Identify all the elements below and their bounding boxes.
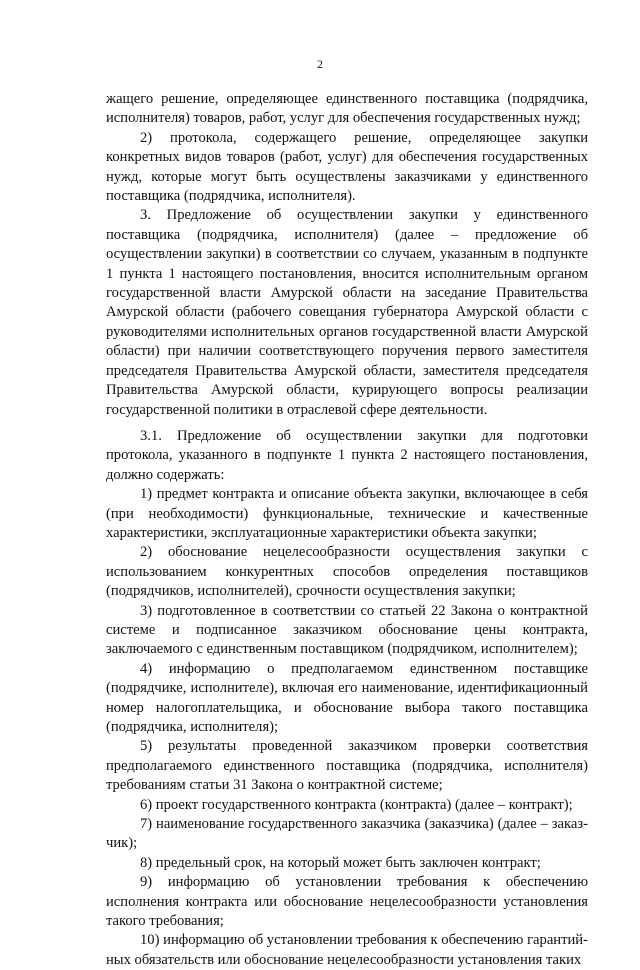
paragraph-item-2: 2) обоснование нецелесообразности осуществления закупки с использованием конкурентных способов определения поставщиков (подрядчиков, исполнителей), срочности осуществления закупки; — [106, 544, 588, 600]
paragraph-item-7: 7) наименование государственного заказчика (заказчика) (далее – заказчик); — [106, 816, 588, 852]
paragraph-item-6: 6) проект государственного контракта (контракта) (далее – контракт); — [140, 796, 573, 813]
paragraph-item-10: 10) информацию об установлении требования к обеспечению гарантийных обязательств или обоснование нецелесообразности установления таких — [106, 932, 588, 968]
document-body — [106, 90, 588, 970]
paragraph-item-1: 1) предмет контракта и описание объекта закупки, включающее в себя (при необходимости) функциональные, технические и качественные характеристики, эксплуатационные характеристики объекта закупки; — [106, 486, 588, 541]
page-number: 2 — [317, 57, 323, 71]
paragraph-item-8: 8) предельный срок, на который может быть заключен контракт; — [140, 854, 541, 871]
paragraph-item-5: 5) результаты проведенной заказчиком проверки соответствия предполагаемого единственного поставщика (подрядчика, исполнителя) требованиям статьи 31 Закона о контрактной системе; — [106, 738, 588, 794]
paragraph-section-3-1: 3.1. Предложение об осуществлении закупки для подготовки протокола, указанного в подпункте 1 пункта 2 настоящего постановления, должно содержать: — [106, 427, 588, 483]
paragraph-item-2-protocol: 2) протокола, содержащего решение, определяющее закупки конкретных видов товаров (работ, услуг) для обеспечения государственных нужд, которые могут быть осуществлены заказчиками у единственного поставщика (подрядчика, исполнителя). — [106, 129, 588, 205]
paragraph-item-9: 9) информацию об установлении требования к обеспечению исполнения контракта или обоснование нецелесообразности установления такого требования; — [106, 874, 588, 930]
paragraph-section-3: 3. Предложение об осуществлении закупки у единственного поставщика (подрядчика, исполнителя) (далее – предложение об осуществлении закупки) в соответствии со случаем, указанным в подпункте 1 пункта 1 настоящего постановления, вносится исполнительным органом государственной власти Амурской области на заседание Правительства Амурской области (рабочего совещания губернатора Амурской области с руководителями исполнительных органов государственной власти Амурской области) при наличии соответствующего поручения первого заместителя председателя Правительства Амурской области, заместителя председателя Правительства Амурской области, курирующего вопросы реализации государственной политики в отраслевой сфере деятельности. — [106, 207, 588, 418]
paragraph-item-3: 3) подготовленное в соответствии со статьей 22 Закона о контрактной системе и подписанное заказчиком обоснование цены контракта, заключаемого с единственным поставщиком (подрядчиком, исполнителем); — [106, 602, 588, 658]
paragraph-item-4: 4) информацию о предполагаемом единственном поставщике (подрядчике, исполнителе), включая его наименование, идентификационный номер налогоплательщика, и обоснование выбора такого поставщика (подрядчика, исполнителя); — [106, 660, 588, 735]
paragraph-continuation: жащего решение, определяющее единственного поставщика (подрядчика, исполнителя) товаров, работ, услуг для обеспечения государственных нужд; — [106, 91, 588, 127]
